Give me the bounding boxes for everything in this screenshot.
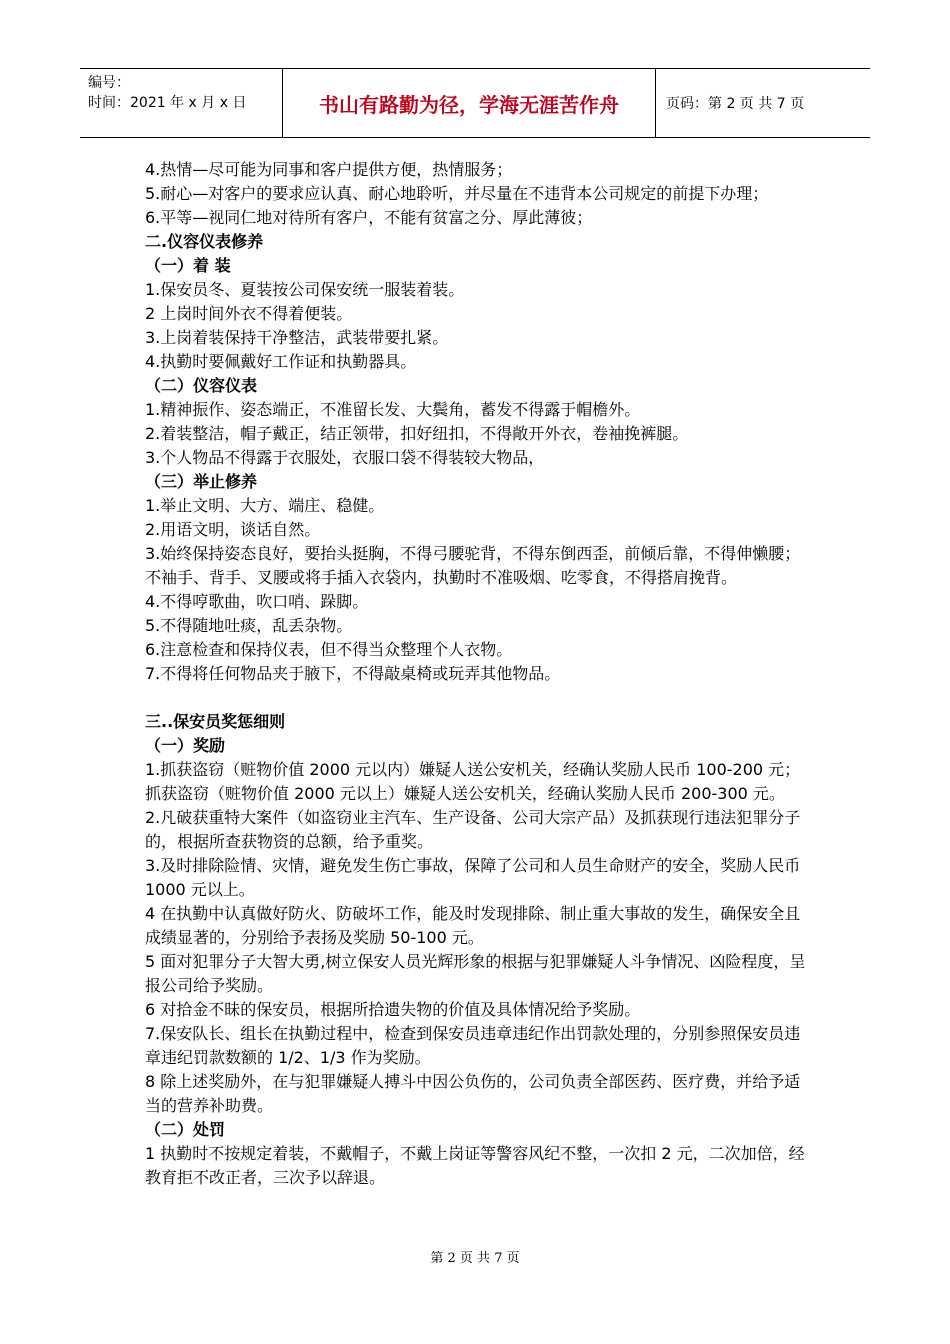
section-heading: 三..保安员奖惩细则 bbox=[145, 712, 286, 731]
paragraph: 4.执勤时要佩戴好工作证和执勤器具。 bbox=[145, 352, 417, 371]
paragraph: 5.耐心—对客户的要求应认真、耐心地聆听，并尽量在不违背本公司规定的前提下办理； bbox=[145, 184, 769, 203]
page-header bbox=[80, 68, 870, 138]
section-heading: （二）处罚 bbox=[145, 1120, 226, 1139]
section-heading: （一）奖励 bbox=[145, 736, 226, 755]
paragraph: 4.热情—尽可能为同事和客户提供方便，热情服务； bbox=[145, 160, 513, 179]
paragraph: 7.保安队长、组长在执勤过程中，检查到保安员违章违纪作出罚款处理的，分别参照保安员违章违纪罚款数额的 1/2、1/3 作为奖励。 bbox=[145, 1024, 801, 1067]
section-heading: （三）举止修养 bbox=[145, 472, 258, 491]
header-meta bbox=[80, 69, 283, 137]
paragraph: 1.抓获盗窃（赃物价值 2000 元以内）嫌疑人送公安机关，经确认奖励人民币 100-200 元；抓获盗窃（赃物价值 2000 元以上）嫌疑人送公安机关，经确认奖励人民币 200-300 元。 bbox=[145, 760, 801, 803]
header-page-info: 页码：第 2 页 共 7 页 bbox=[666, 96, 805, 112]
paragraph: 1.举止文明、大方、端庄、稳健。 bbox=[145, 496, 385, 515]
paragraph: 6.平等—视同仁地对待所有客户，不能有贫富之分、厚此薄彼； bbox=[145, 208, 593, 227]
paragraph: 2 上岗时间外衣不得着便装。 bbox=[145, 304, 353, 323]
spacer bbox=[145, 686, 810, 710]
paragraph: 1 执勤时不按规定着装，不戴帽子，不戴上岗证等警容风纪不整，一次扣 2 元，二次加倍，经教育拒不改正者，三次予以辞退。 bbox=[145, 1144, 805, 1187]
paragraph: 3.上岗着装保持干净整洁，武装带要扎紧。 bbox=[145, 328, 449, 347]
section-heading: 二.仪容仪表修养 bbox=[145, 232, 264, 251]
paragraph: 2.凡破获重特大案件（如盗窃业主汽车、生产设备、公司大宗产品）及抓获现行违法犯罪分子的，根据所查获物资的总额，给予重奖。 bbox=[145, 808, 801, 851]
header-time: 时间：2021 年 x 月 x 日 bbox=[88, 95, 247, 111]
document-body bbox=[145, 158, 810, 1190]
paragraph: 3.个人物品不得露于衣服处，衣服口袋不得装较大物品， bbox=[145, 448, 545, 467]
paragraph: 5 面对犯罪分子大智大勇,树立保安人员光辉形象的根据与犯罪嫌疑人斗争情况、凶险程度，呈报公司给予奖励。 bbox=[145, 952, 806, 995]
paragraph: 4 在执勤中认真做好防火、防破坏工作，能及时发现排除、制止重大事故的发生，确保安全且成绩显著的，分别给予表扬及奖励 50-100 元。 bbox=[145, 904, 801, 947]
paragraph: 5.不得随地吐痰，乱丢杂物。 bbox=[145, 616, 353, 635]
paragraph: 1.精神振作、姿态端正，不准留长发、大鬓角，蓄发不得露于帽檐外。 bbox=[145, 400, 641, 419]
paragraph: 4.不得哼歌曲，吹口哨、跺脚。 bbox=[145, 592, 369, 611]
paragraph: 6 对拾金不昧的保安员，根据所拾遗失物的价值及具体情况给予奖励。 bbox=[145, 1000, 641, 1019]
paragraph: 2.着装整洁，帽子戴正，结正领带，扣好纽扣，不得敞开外衣，卷袖挽裤腿。 bbox=[145, 424, 689, 443]
paragraph: 6.注意检查和保持仪表，但不得当众整理个人衣物。 bbox=[145, 640, 513, 659]
header-number: 编号： bbox=[88, 75, 130, 91]
paragraph: 8 除上述奖励外，在与犯罪嫌疑人搏斗中因公负伤的，公司负责全部医药、医疗费，并给予适当的营养补助费。 bbox=[145, 1072, 801, 1115]
paragraph: 3.始终保持姿态良好，要抬头挺胸，不得弓腰驼背，不得东倒西歪，前倾后靠，不得伸懒腰；不袖手、背手、叉腰或将手插入衣袋内，执勤时不准吸烟、吃零食，不得搭肩挽背。 bbox=[145, 544, 801, 587]
page-footer: 第 2 页 共 7 页 bbox=[430, 1251, 520, 1266]
section-heading: （二）仪容仪表 bbox=[145, 376, 258, 395]
paragraph: 1.保安员冬、夏装按公司保安统一服装着装。 bbox=[145, 280, 465, 299]
paragraph: 3.及时排除险情、灾情，避免发生伤亡事故，保障了公司和人员生命财产的安全，奖励人民币 1000 元以上。 bbox=[145, 856, 801, 899]
section-heading: （一）着 装 bbox=[145, 256, 231, 275]
paragraph: 2.用语文明，谈话自然。 bbox=[145, 520, 321, 539]
paragraph: 7.不得将任何物品夹于腋下，不得敲桌椅或玩弄其他物品。 bbox=[145, 664, 561, 683]
header-motto: 书山有路勤为径，学海无涯苦作舟 bbox=[283, 69, 656, 137]
